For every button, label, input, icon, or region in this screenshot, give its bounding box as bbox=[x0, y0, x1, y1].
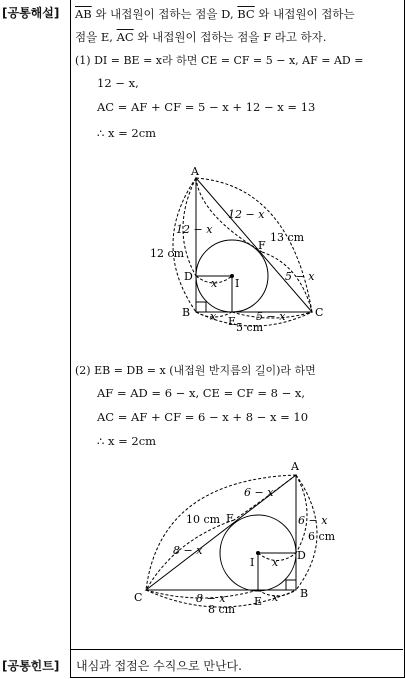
len-id-2: x bbox=[272, 556, 279, 569]
segment-ac: $\overline{AC}$ bbox=[116, 30, 134, 44]
len-bc-1: 5 cm bbox=[236, 321, 264, 334]
len-ad-1: 12 − x bbox=[176, 223, 213, 236]
point-a-2: A bbox=[291, 460, 299, 473]
point-e-2: E bbox=[254, 595, 263, 608]
point-d-1: D bbox=[184, 270, 193, 283]
len-ac-2: 10 cm bbox=[186, 513, 221, 526]
part2-line-3: AC = AF + CF = 6 − x + 8 − x = 10 bbox=[97, 410, 309, 424]
point-b-2: B bbox=[300, 587, 309, 600]
len-ac-1: 13 cm bbox=[270, 231, 305, 244]
intro-text-1d: 와 내접원이 접하는 bbox=[254, 7, 355, 21]
part2-line-4: ∴ x = 2cm bbox=[97, 434, 157, 448]
right-angle-b-1 bbox=[196, 302, 206, 312]
point-e-1: E bbox=[228, 315, 237, 328]
len-cb-2: 8 cm bbox=[208, 603, 236, 616]
part1-line-4: ∴ x = 2cm bbox=[97, 126, 157, 140]
point-c-2: C bbox=[134, 591, 143, 604]
intro-text-2c: 와 내접원이 접하는 점을 F 라고 하자. bbox=[133, 30, 327, 44]
figure-2 bbox=[146, 475, 317, 607]
figure-1-labels bbox=[150, 165, 323, 334]
hint-text: 내심과 접점은 수직으로 만난다. bbox=[76, 659, 242, 673]
part2-line-2: AF = AD = 6 − x, CE = CF = 8 − x, bbox=[97, 386, 306, 400]
point-d-2: D bbox=[297, 549, 306, 562]
part1-line-2: 12 − x, bbox=[97, 76, 139, 90]
solution-label: [공통해설] bbox=[2, 6, 60, 20]
figure-1 bbox=[173, 178, 312, 326]
point-a-1: A bbox=[191, 165, 199, 178]
len-cf-1: 5 − x bbox=[285, 270, 315, 283]
point-f-2: F bbox=[226, 512, 234, 525]
part1-line-1: (1) DI = BE = x라 하면 CE = CF = 5 − x, AF = AD = bbox=[75, 54, 364, 67]
len-eb-2: x bbox=[272, 591, 279, 604]
point-c-1: C bbox=[315, 306, 324, 319]
right-angle-b-2 bbox=[286, 580, 296, 590]
len-ab-2: 6 cm bbox=[308, 530, 336, 543]
len-di-1: x bbox=[211, 277, 218, 290]
part2-line-1: (2) EB = DB = x (내접원 반지름의 길이)라 하면 bbox=[75, 364, 316, 377]
len-af-2: 6 − x bbox=[244, 486, 274, 499]
segment-ab: $\overline{AB}$ bbox=[75, 7, 92, 21]
len-be-1: x bbox=[210, 310, 217, 323]
part1-line-3: AC = AF + CF = 5 − x + 12 − x = 13 bbox=[97, 100, 316, 114]
arc-ab-1 bbox=[173, 178, 196, 312]
figure-2-labels bbox=[134, 460, 336, 616]
triangle-abc-2 bbox=[146, 475, 296, 590]
len-cf-2: 8 − x bbox=[173, 544, 203, 557]
len-ad-2: 6 − x bbox=[298, 514, 328, 527]
hint-label: [공통힌트] bbox=[2, 659, 60, 673]
point-f-1: F bbox=[258, 239, 266, 252]
intro-text-1b: 와 내접원이 접하는 점을 D, bbox=[91, 7, 238, 21]
len-ce-2: 8 − x bbox=[196, 592, 226, 605]
point-b-1: B bbox=[182, 306, 191, 319]
point-i-1: I bbox=[235, 277, 240, 290]
intro-text-2a: 점을 E, bbox=[75, 30, 117, 44]
len-ab-1: 12 cm bbox=[150, 247, 185, 260]
point-i-2: I bbox=[250, 556, 255, 569]
len-ec-1: 5 − x bbox=[256, 310, 286, 323]
segment-bc: $\overline{BC}$ bbox=[237, 7, 255, 21]
len-af-1: 12 − x bbox=[228, 208, 265, 221]
